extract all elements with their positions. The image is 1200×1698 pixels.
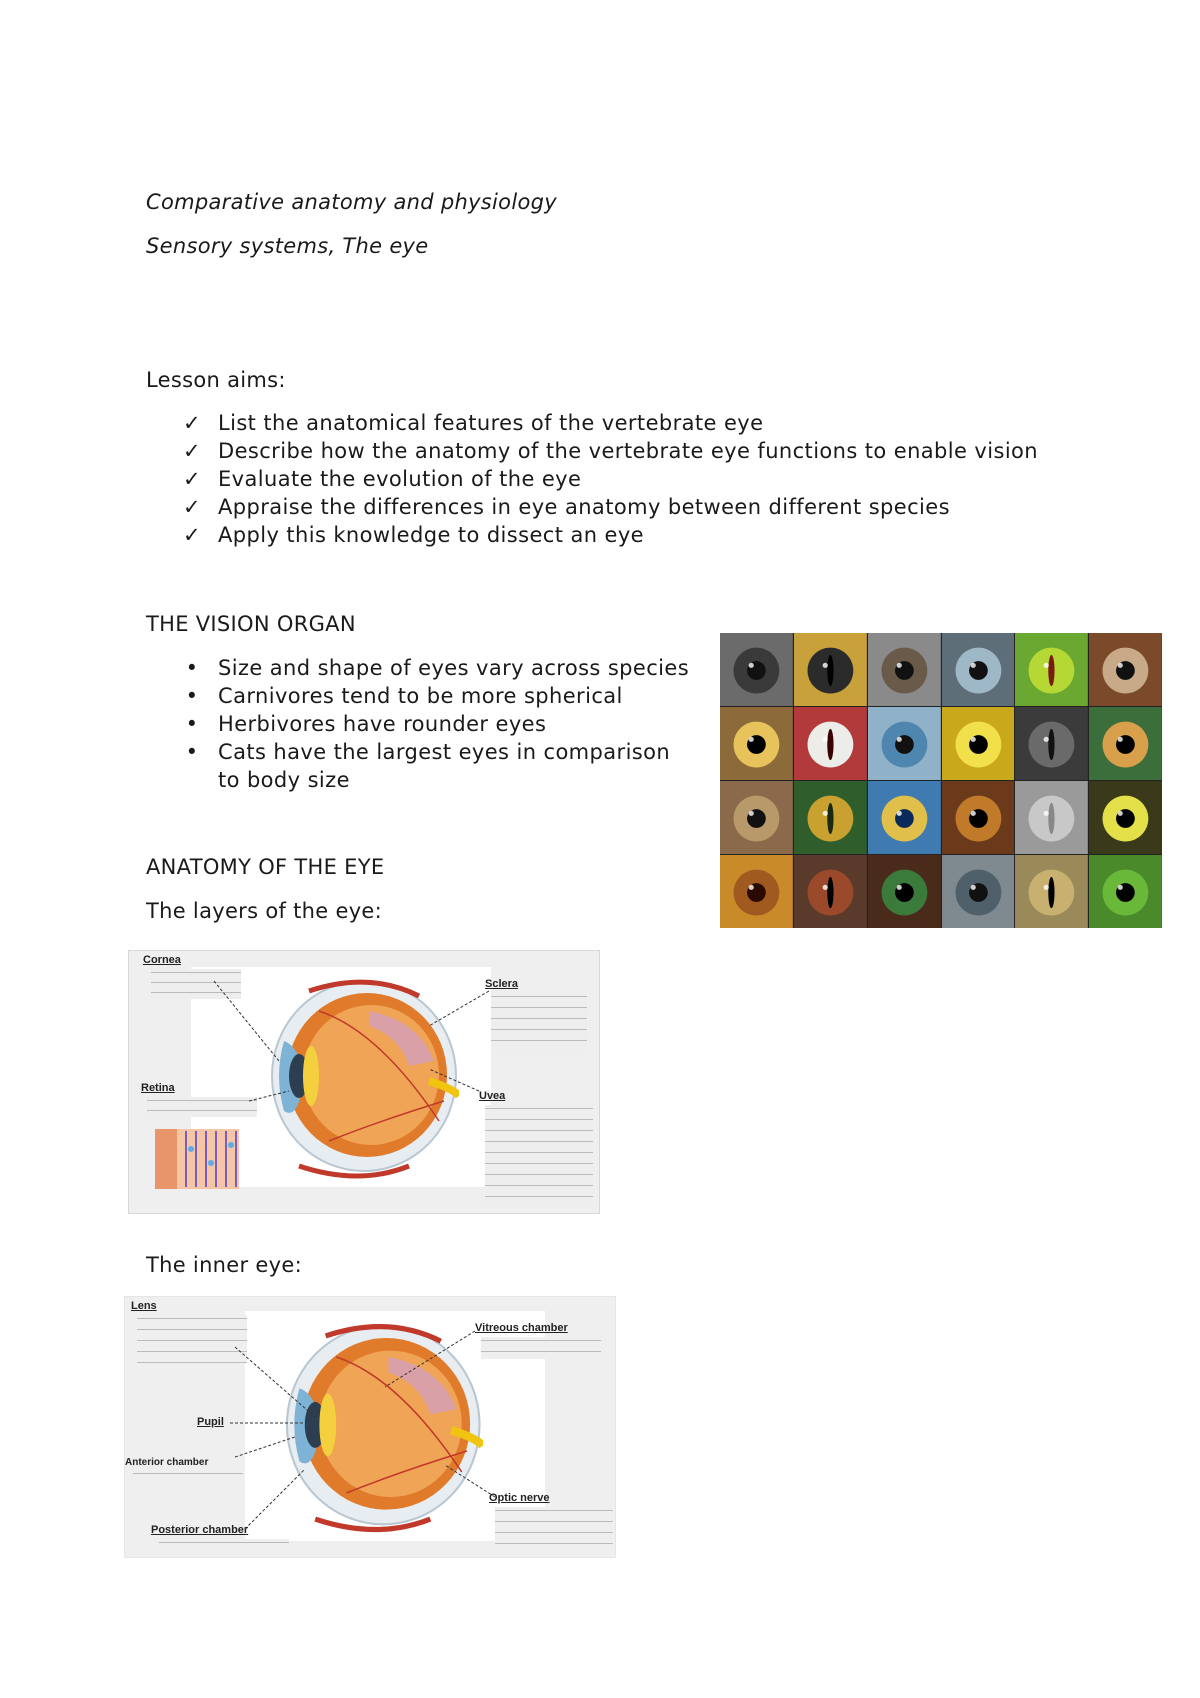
animal-eye-tile (1015, 781, 1088, 854)
anatomy-heading: ANATOMY OF THE EYE (146, 855, 385, 879)
animal-eye-tile (868, 707, 941, 780)
check-icon: ✓ (183, 495, 201, 519)
animal-eye-tile (720, 707, 793, 780)
animal-eye-tile (720, 633, 793, 706)
aims-item-text: Describe how the anatomy of the vertebrate eye functions to enable vision (218, 439, 1039, 463)
animal-eye-tile (942, 633, 1015, 706)
check-icon: ✓ (183, 467, 201, 491)
aims-item-text: Evaluate the evolution of the eye (218, 467, 582, 491)
animal-eye-tile (1089, 707, 1162, 780)
cornea-label: Cornea (143, 954, 181, 966)
aims-heading: Lesson aims: (146, 368, 286, 392)
inner-leader-lines (125, 1297, 615, 1557)
animal-eye-tile (1089, 633, 1162, 706)
animal-eye-tile (868, 781, 941, 854)
inner-eye-label: The inner eye: (146, 1253, 302, 1277)
posterior-label: Posterior chamber (151, 1524, 249, 1536)
sclera-label: Sclera (485, 978, 519, 990)
check-icon: ✓ (183, 439, 201, 463)
animal-eye-tile (1015, 707, 1088, 780)
aims-item (146, 521, 1038, 549)
aims-item (146, 465, 1038, 493)
vision-heading: THE VISION ORGAN (146, 612, 356, 636)
vitreous-label: Vitreous chamber (475, 1322, 568, 1334)
bullet-icon: • (185, 740, 199, 764)
animal-eye-tile (942, 781, 1015, 854)
animal-eye-tile (720, 781, 793, 854)
aims-item (146, 409, 1038, 437)
animal-eye-tile (942, 855, 1015, 928)
bullet-icon: • (185, 656, 199, 680)
animal-eye-tile (794, 855, 867, 928)
document-subtitle: Sensory systems, The eye (146, 234, 429, 258)
aims-item-text: Appraise the differences in eye anatomy between different species (218, 495, 950, 519)
animal-eye-tile (868, 855, 941, 928)
vision-item-text: Carnivores tend to be more spherical (218, 684, 623, 708)
layers-label: The layers of the eye: (146, 899, 383, 923)
bullet-icon: • (185, 712, 199, 736)
vision-item (146, 654, 689, 682)
animal-eye-tile (1089, 855, 1162, 928)
vision-item (146, 738, 688, 794)
vision-item-text: Cats have the largest eyes in comparison to body size (218, 740, 671, 792)
anterior-label: Anterior chamber (125, 1457, 209, 1468)
retina-label: Retina (141, 1082, 175, 1094)
vision-list (146, 654, 689, 794)
vision-item (146, 710, 689, 738)
aims-list (146, 409, 1038, 549)
animal-eye-tile (942, 707, 1015, 780)
optic-label: Optic nerve (489, 1492, 550, 1504)
lens-label: Lens (131, 1300, 157, 1312)
vision-item-text: Size and shape of eyes vary across species (218, 656, 690, 680)
leader-lines (129, 951, 599, 1213)
animal-eye-tile (1015, 633, 1088, 706)
document-title: Comparative anatomy and physiology (146, 190, 557, 214)
aims-item-text: List the anatomical features of the vertebrate eye (218, 411, 764, 435)
animal-eye-tile (868, 633, 941, 706)
check-icon: ✓ (183, 523, 201, 547)
uvea-label: Uvea (479, 1090, 506, 1102)
eye-collage-image (720, 633, 1162, 928)
check-icon: ✓ (183, 411, 201, 435)
animal-eye-tile (794, 633, 867, 706)
animal-eye-tile (794, 707, 867, 780)
inner-eye-diagram (124, 1296, 616, 1558)
eye-layers-diagram (128, 950, 600, 1214)
animal-eye-tile (720, 855, 793, 928)
animal-eye-tile (1015, 855, 1088, 928)
vision-item-text: Herbivores have rounder eyes (218, 712, 547, 736)
pupil-label: Pupil (197, 1416, 224, 1428)
animal-eye-tile (794, 781, 867, 854)
animal-eye-tile (1089, 781, 1162, 854)
bullet-icon: • (185, 684, 199, 708)
aims-item (146, 493, 1038, 521)
aims-item (146, 437, 1038, 465)
aims-item-text: Apply this knowledge to dissect an eye (218, 523, 644, 547)
vision-item (146, 682, 689, 710)
